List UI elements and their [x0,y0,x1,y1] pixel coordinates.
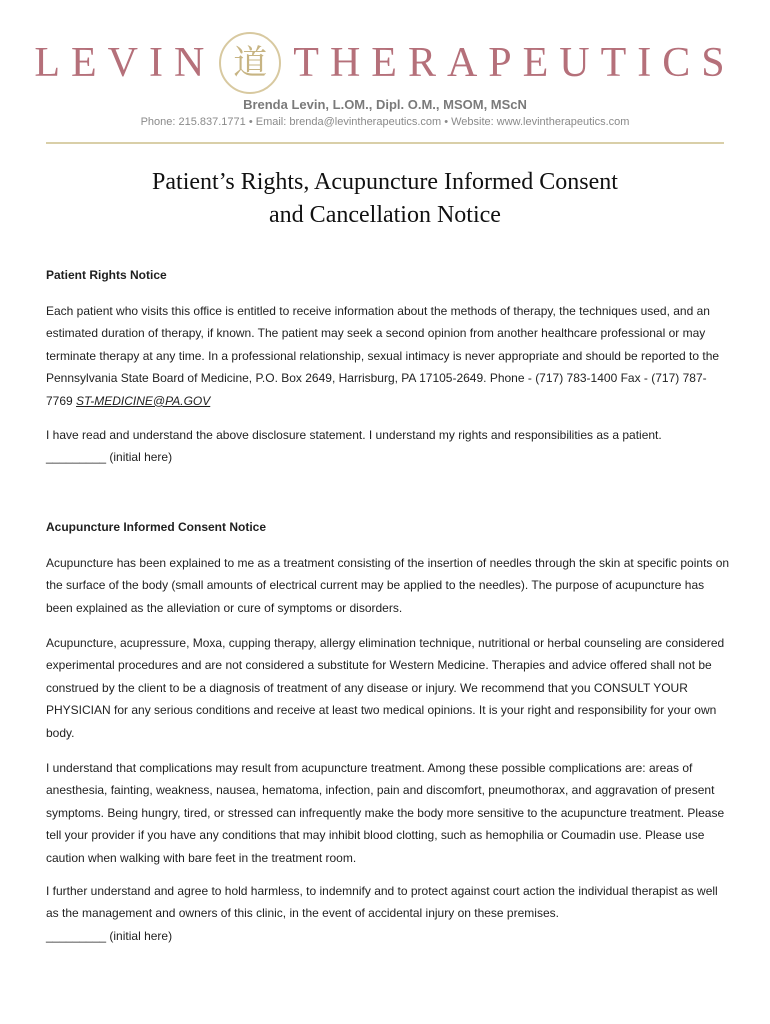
state-board-email-link[interactable]: ST-MEDICINE@PA.GOV [76,393,211,408]
letterhead-logo [0,30,770,96]
consent-initial-field[interactable]: _________ (initial here) [46,929,173,943]
document-title [0,166,770,232]
title-line-2: and Cancellation Notice [269,202,501,228]
practitioner-credentials: Brenda Levin, L.OM., Dipl. O.M., MSOM, MScN [243,97,527,112]
patient-rights-text: Each patient who visits this office is entitled to receive information about the methods of therapy, the techniques used, and an estimated duration of therapy, if known. The patient may seek a second opinion from another healthcare professional or may terminate therapy at any time. In a professional relationship, sexual intimacy is never appropriate and should be reported to the Pennsylvania State Board of Medicine, P.O. Box 2649, Harrisburg, PA 17105-2649. Phone - (717) 783-1400 Fax - (717) 787-7769 [46,304,720,408]
patient-rights-body [46,300,730,412]
title-line-1: Patient’s Rights, Acupuncture Informed Consent [152,169,618,195]
acupuncture-consent-heading: Acupuncture Informed Consent Notice [46,520,267,534]
consent-paragraph-3: I understand that complications may result from acupuncture treatment. Among these possible complications are: areas of anesthesia, fainting, weakness, nausea, hematoma, infection, pain and discomfort, pneumothorax, and aggravation of present symptoms. Being hungry, tired, or stressed can infrequently make the body more sensitive to the acupuncture treatment. Please tell your provider if you have any conditions that may inhibit blood clotting, such as hemophilia or Coumadin use. Please use caution when walking with bare feet in the treatment room. [46,761,725,865]
acknowledgement-text: I have read and understand the above disclosure statement. I understand my rights and responsibilities as a patient. [46,428,662,442]
brand-name-right: THERAPEUTICS [293,40,736,86]
contact-line: Phone: 215.837.1771 • Email: brenda@levintherapeutics.com • Website: www.levintherapeutics.com [140,116,630,128]
tao-seal-icon: 道 [219,32,281,94]
patient-rights-heading: Patient Rights Notice [46,268,167,282]
patient-rights-initial-field[interactable]: _________ (initial here) [46,450,173,465]
header-divider [46,142,724,144]
patient-rights-acknowledgement [46,424,730,469]
consent-paragraph-1: Acupuncture has been explained to me as a treatment consisting of the insertion of needles through the skin at specific points on the surface of the body (small amounts of electrical current may be applied to the needles). The purpose of acupuncture has been explained as the alleviation or cure of symptoms or disorders. [46,556,730,615]
brand-name-left: LEVIN [34,40,216,86]
consent-paragraph-2: Acupuncture, acupressure, Moxa, cupping therapy, allergy elimination technique, nutritional or herbal counseling are considered experimental procedures and are not considered a substitute for Western Medicine. Therapies and advice offered shall not be construed by the client to be a diagnosis of treatment of any disease or injury. We recommend that you CONSULT YOUR PHYSICIAN for any serious conditions and receive at least two medical opinions. It is your right and responsibility for your own body. [46,636,725,740]
consent-paragraph-4: I further understand and agree to hold harmless, to indemnify and to protect against court action the individual therapist as well as the management and owners of this clinic, in the event of accidental injury on these premises. [46,884,718,921]
